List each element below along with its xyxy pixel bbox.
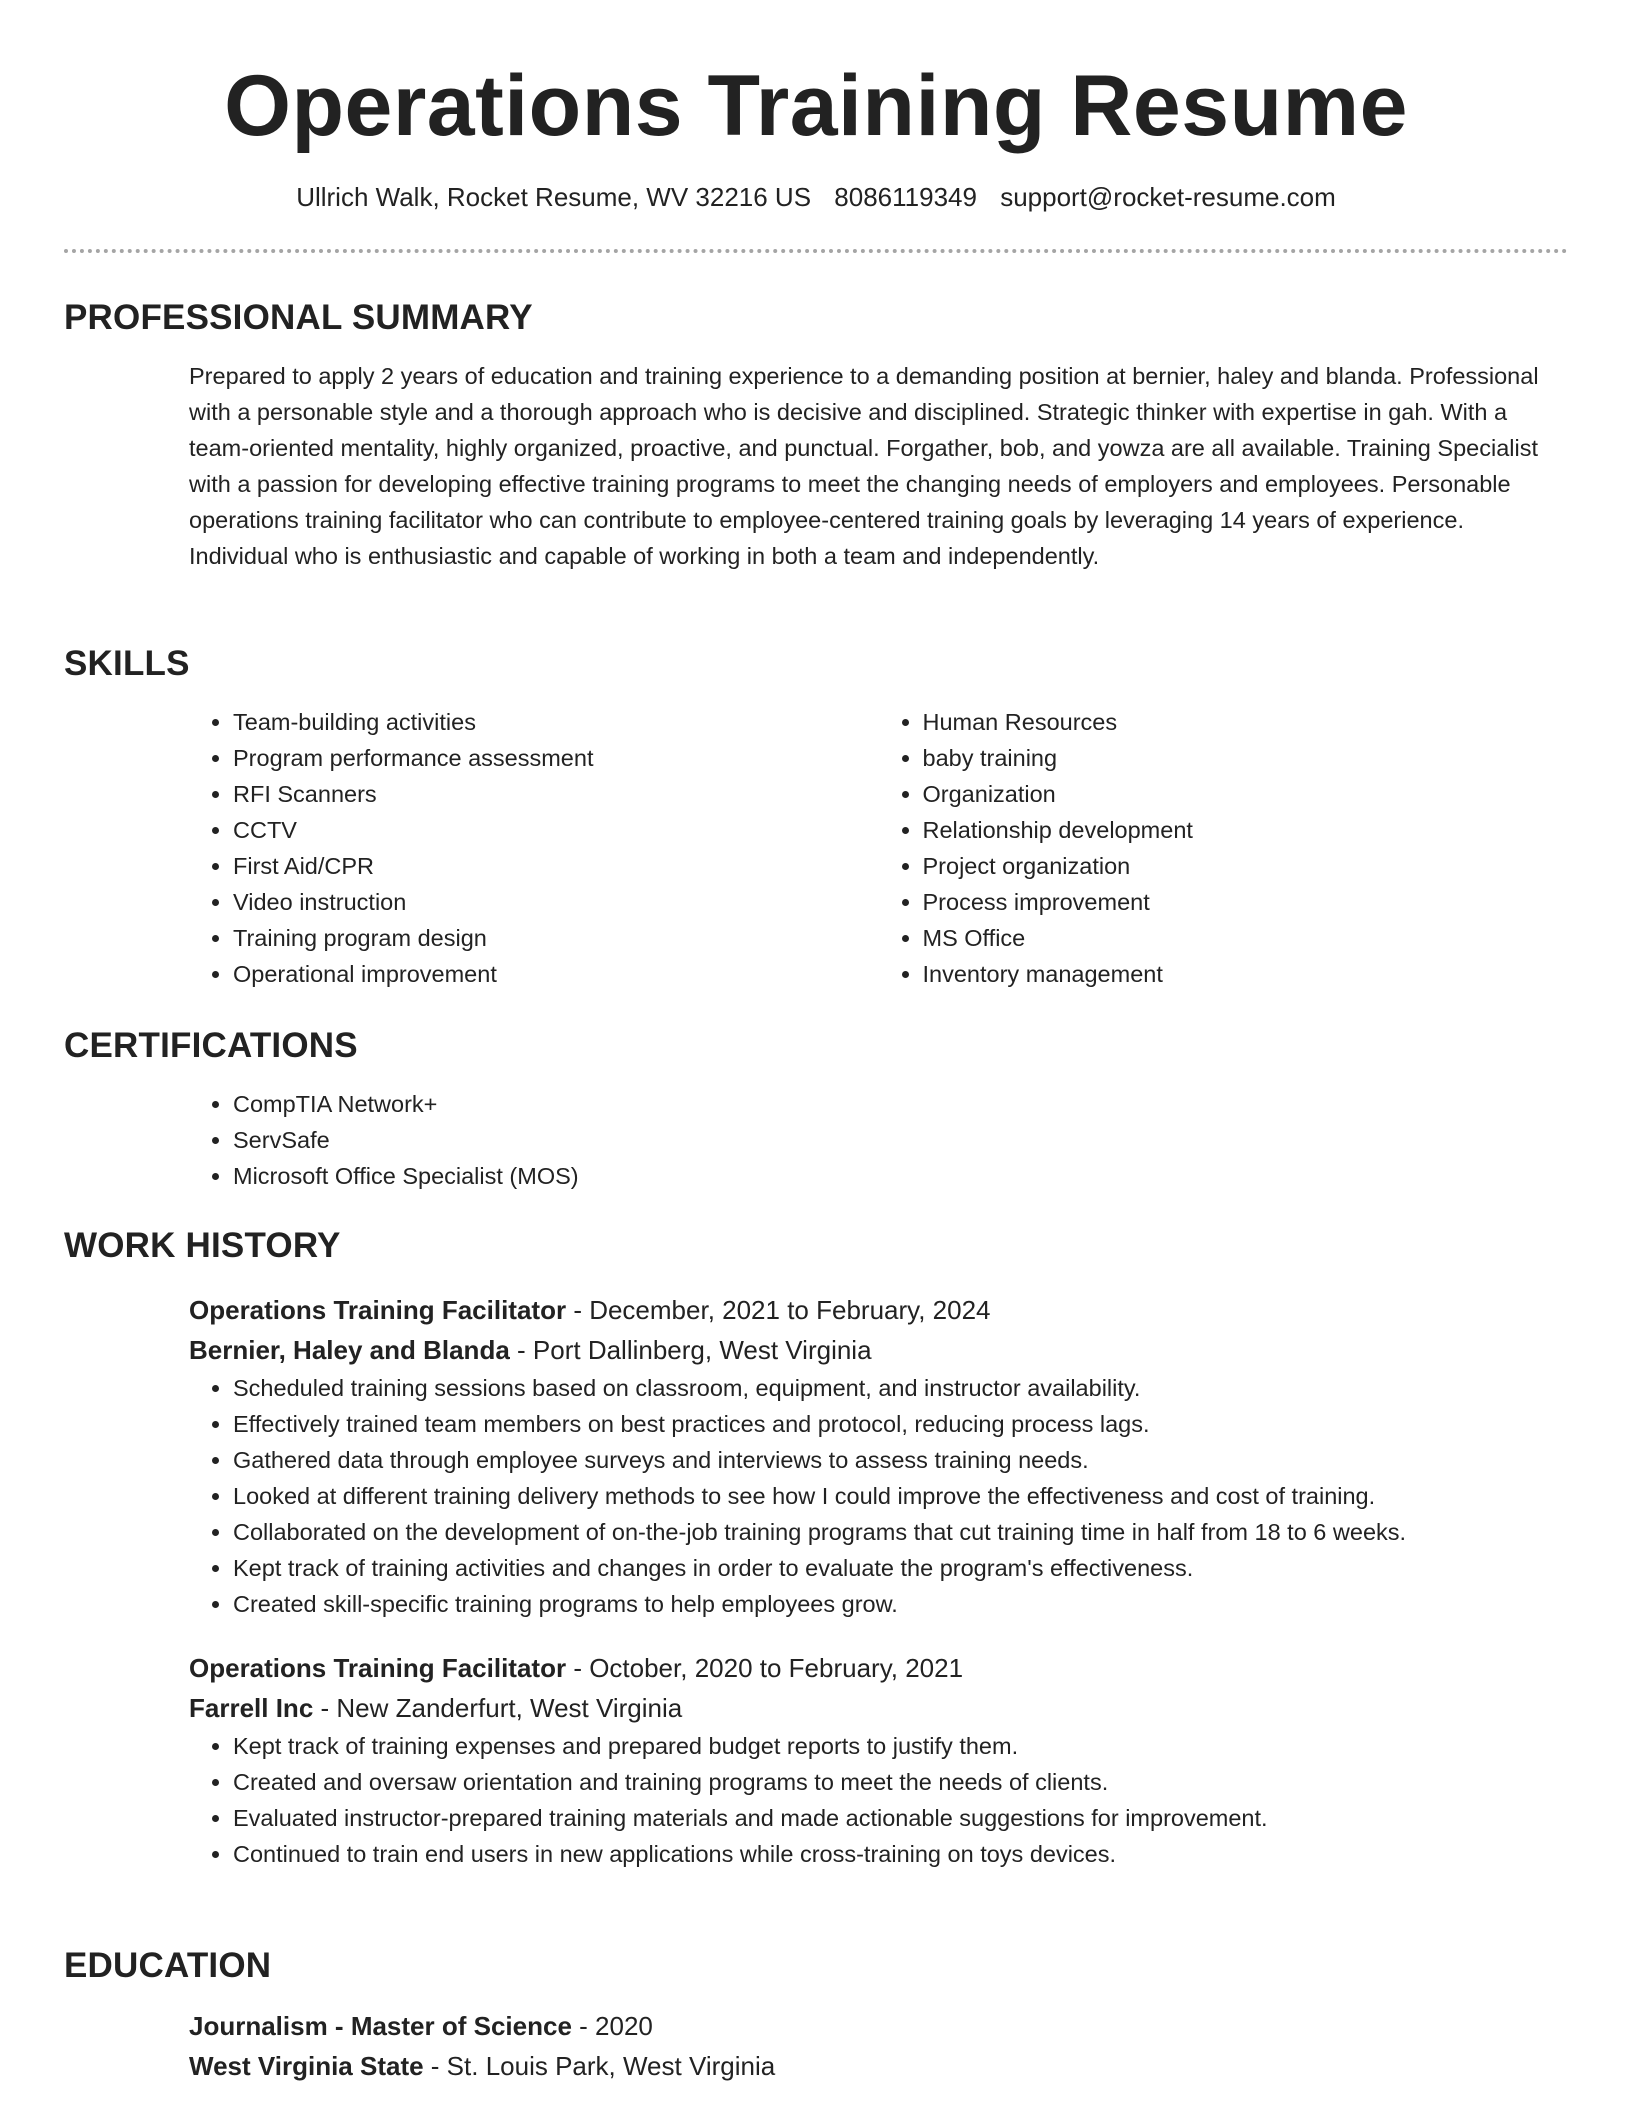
job-title: Operations Training Facilitator <box>189 1295 567 1325</box>
list-item: • Video instruction <box>233 884 879 920</box>
list-item: • Created and oversaw orientation and training programs to meet the needs of clients. <box>233 1764 1568 1800</box>
job-company: Bernier, Haley and Blanda <box>189 1335 510 1365</box>
summary-text: Prepared to apply 2 years of education and training experience to a demanding position at bernier, haley and blanda. Professional with a personable style and a thorough approach who is decisive and disciplined. Strategic thinker with expertise in gah. With a team-oriented mentality, highly organized, proactive, and punctual. Forgather, bob, and yowza are all available. Training Specialist with a passion for developing effective training programs to meet the changing needs of employers and employees. Personable operations training facilitator who can contribute to employee-centered training goals by leveraging 14 years of experience. Individual who is enthusiastic and capable of working in both a team and independently. <box>189 363 1539 569</box>
list-item: • Inventory management <box>923 956 1569 992</box>
skills-grid <box>189 704 1568 992</box>
education-entry <box>189 2006 1568 2086</box>
list-item: • Organization <box>923 776 1569 812</box>
certifications-section <box>64 1024 1568 1194</box>
education-section <box>64 1944 1568 2086</box>
contact-email[interactable]: support@rocket-resume.com <box>1000 182 1336 212</box>
education-heading: EDUCATION <box>64 1946 272 1985</box>
list-item: • Process improvement <box>923 884 1569 920</box>
job-dates: - October, 2020 to February, 2021 <box>573 1653 964 1683</box>
school-name: West Virginia State <box>189 2051 424 2081</box>
job-company-line <box>189 1688 1568 1728</box>
list-item: • RFI Scanners <box>233 776 879 812</box>
job-entry <box>189 1290 1568 1622</box>
job-location: - New Zanderfurt, West Virginia <box>320 1693 683 1723</box>
job-title-line <box>189 1290 1568 1330</box>
job-company: Farrell Inc <box>189 1693 314 1723</box>
list-item: • Kept track of training activities and changes in order to evaluate the program's effectiveness. <box>233 1550 1568 1586</box>
skills-list-left <box>189 704 879 992</box>
work-heading: WORK HISTORY <box>64 1226 341 1265</box>
skills-section <box>64 642 1568 992</box>
work-section <box>64 1224 1568 1872</box>
job-title-line <box>189 1648 1568 1688</box>
list-item: • Effectively trained team members on best practices and protocol, reducing process lags. <box>233 1406 1568 1442</box>
certifications-heading: CERTIFICATIONS <box>64 1026 358 1065</box>
degree-name: Journalism - Master of Science <box>189 2011 572 2041</box>
list-item: • CCTV <box>233 812 879 848</box>
job-company-line <box>189 1330 1568 1370</box>
list-item: • baby training <box>923 740 1569 776</box>
list-item: • Human Resources <box>923 704 1569 740</box>
list-item: • Continued to train end users in new applications while cross-training on toys devices. <box>233 1836 1568 1872</box>
contact-line <box>0 180 1632 214</box>
list-item: • First Aid/CPR <box>233 848 879 884</box>
list-item: • CompTIA Network+ <box>233 1086 1568 1122</box>
list-item: • Gathered data through employee surveys and interviews to assess training needs. <box>233 1442 1568 1478</box>
list-item: • Program performance assessment <box>233 740 879 776</box>
skills-heading: SKILLS <box>64 644 190 683</box>
list-item: • Kept track of training expenses and prepared budget reports to justify them. <box>233 1728 1568 1764</box>
list-item: • Looked at different training delivery methods to see how I could improve the effectiveness and cost of training. <box>233 1478 1568 1514</box>
contact-address: Ullrich Walk, Rocket Resume, WV 32216 US <box>296 182 812 212</box>
certifications-body <box>189 1086 1568 1194</box>
school-line <box>189 2046 1568 2086</box>
header-divider <box>64 249 1568 253</box>
list-item: • Operational improvement <box>233 956 879 992</box>
list-item: • Relationship development <box>923 812 1569 848</box>
list-item: • Created skill-specific training programs to help employees grow. <box>233 1586 1568 1622</box>
job-location: - Port Dallinberg, West Virginia <box>517 1335 872 1365</box>
job-title: Operations Training Facilitator <box>189 1653 567 1683</box>
list-item: • Team-building activities <box>233 704 879 740</box>
job-duties-list <box>189 1728 1568 1872</box>
job-duties-list <box>189 1370 1568 1622</box>
list-item: • MS Office <box>923 920 1569 956</box>
school-location: - St. Louis Park, West Virginia <box>430 2051 776 2081</box>
skills-list-right <box>879 704 1569 992</box>
certifications-list <box>189 1086 1568 1194</box>
list-item: • Collaborated on the development of on-the-job training programs that cut training time in half from 18 to 6 weeks. <box>233 1514 1568 1550</box>
list-item: • ServSafe <box>233 1122 1568 1158</box>
summary-heading: PROFESSIONAL SUMMARY <box>64 298 533 337</box>
job-entry <box>189 1648 1568 1872</box>
list-item: • Training program design <box>233 920 879 956</box>
job-dates: - December, 2021 to February, 2024 <box>573 1295 991 1325</box>
summary-section <box>64 296 1568 574</box>
page-title: Operations Training Resume <box>224 58 1408 154</box>
contact-phone: 8086119349 <box>834 182 977 212</box>
list-item: • Scheduled training sessions based on classroom, equipment, and instructor availability. <box>233 1370 1568 1406</box>
degree-line <box>189 2006 1568 2046</box>
degree-year: - 2020 <box>579 2011 653 2041</box>
list-item: • Evaluated instructor-prepared training materials and made actionable suggestions for improvement. <box>233 1800 1568 1836</box>
list-item: • Microsoft Office Specialist (MOS) <box>233 1158 1568 1194</box>
list-item: • Project organization <box>923 848 1569 884</box>
